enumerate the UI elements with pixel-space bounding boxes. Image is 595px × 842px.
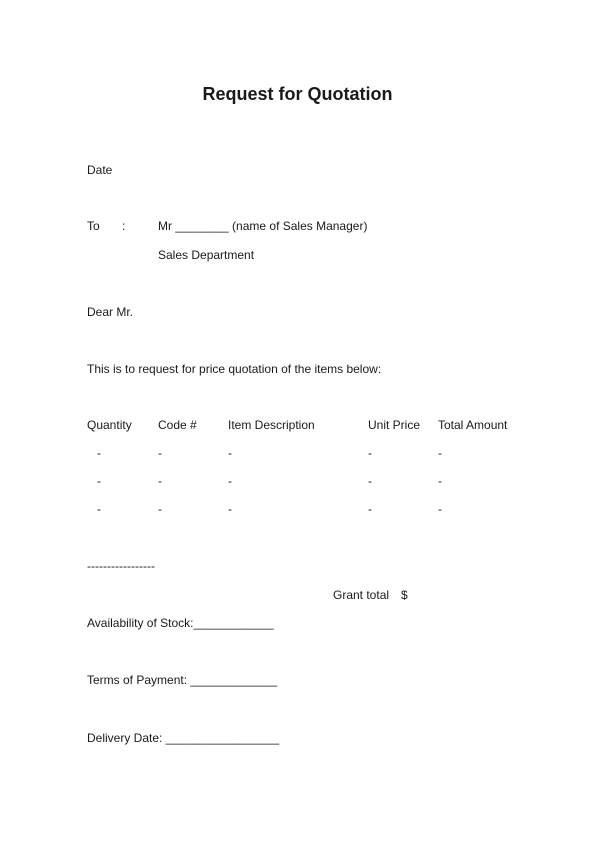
department-line: Sales Department [158, 248, 255, 262]
table-cell: - [228, 474, 232, 488]
separator-line: ----------------- [87, 559, 155, 573]
table-header-unit-price: Unit Price [368, 418, 421, 432]
document-title: Request for Quotation [202, 84, 393, 104]
terms-field: Terms of Payment: _____________ [87, 673, 278, 687]
table-cell: - [368, 502, 372, 516]
table-cell: - [438, 446, 442, 460]
salutation: Dear Mr. [87, 305, 134, 319]
table-cell: - [368, 474, 372, 488]
table-header-total-amount: Total Amount [438, 418, 508, 432]
table-header-description: Item Description [228, 418, 315, 432]
table-header-code: Code # [158, 418, 197, 432]
table-cell: - [97, 446, 101, 460]
table-cell: - [438, 502, 442, 516]
intro-paragraph: This is to request for price quotation of the items below: [87, 362, 382, 376]
table-cell: - [368, 446, 372, 460]
to-colon: : [122, 219, 126, 233]
date-label: Date [87, 163, 113, 177]
table-cell: - [158, 446, 162, 460]
delivery-field: Delivery Date: _________________ [87, 731, 280, 745]
table-cell: - [228, 502, 232, 516]
table-cell: - [228, 446, 232, 460]
table-cell: - [438, 474, 442, 488]
table-cell: - [158, 474, 162, 488]
table-header-quantity: Quantity [87, 418, 132, 432]
recipient-line: Mr ________ (name of Sales Manager) [158, 219, 368, 233]
currency-symbol: $ [401, 588, 408, 602]
table-cell: - [97, 502, 101, 516]
to-label: To [87, 219, 100, 233]
availability-field: Availability of Stock:____________ [87, 616, 274, 630]
table-cell: - [97, 474, 101, 488]
grand-total-label: Grant total [333, 588, 390, 602]
table-cell: - [158, 502, 162, 516]
